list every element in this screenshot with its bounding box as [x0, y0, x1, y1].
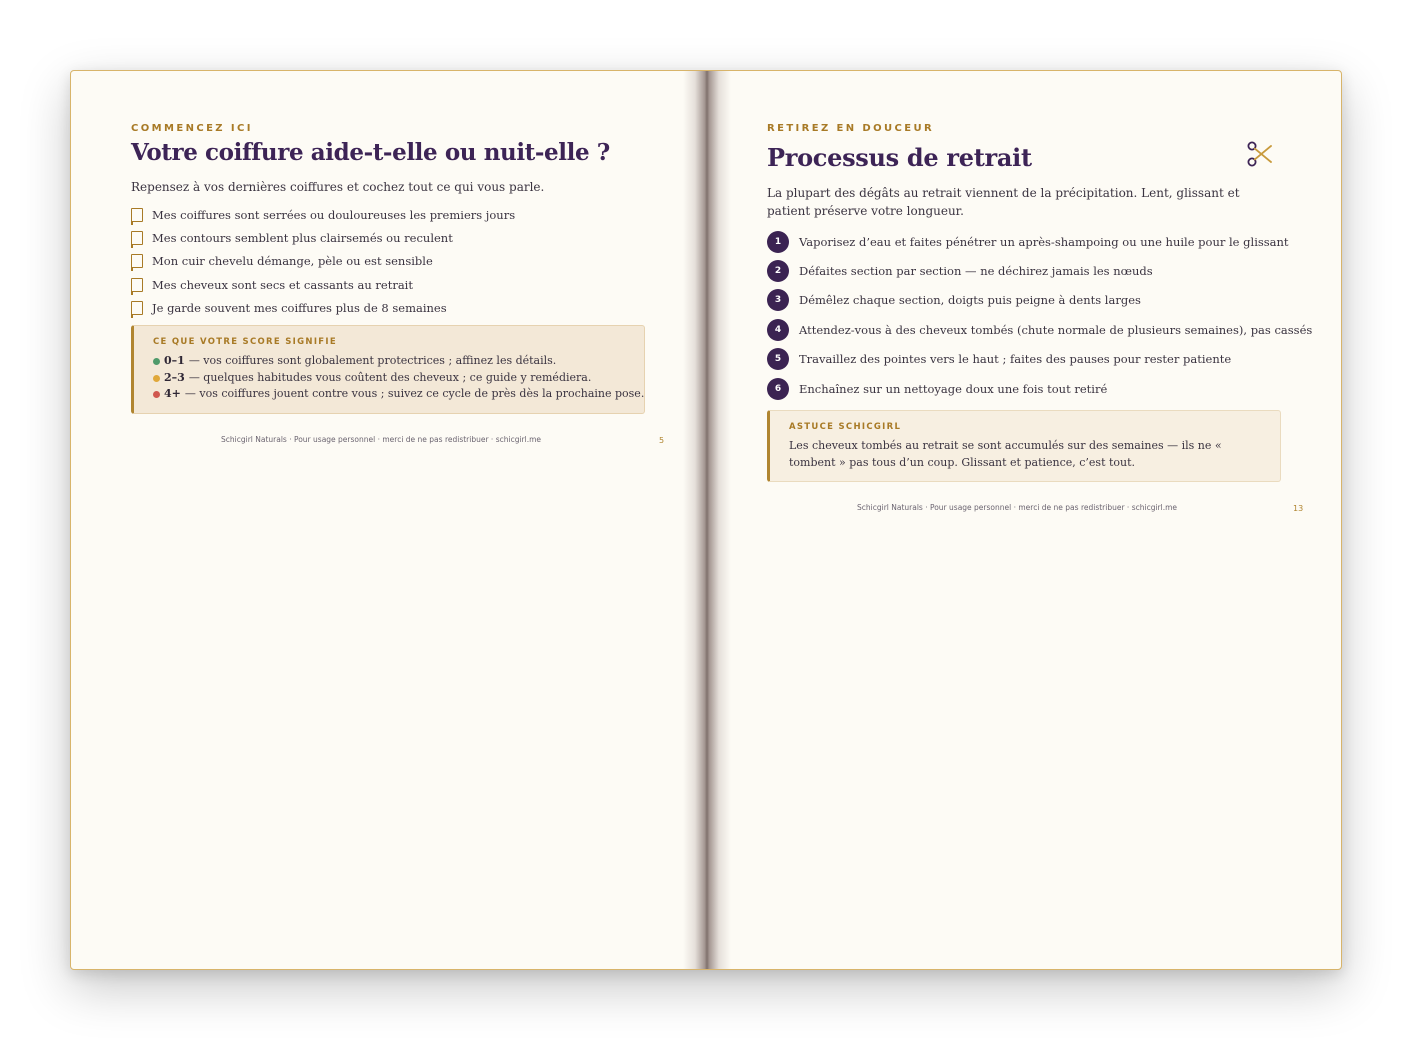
checklist-item[interactable] — [131, 203, 515, 226]
step-number-badge: 1 — [767, 231, 789, 253]
hairstyle-checklist — [131, 203, 515, 319]
book-spine — [683, 71, 731, 969]
left-eyebrow: COMMENCEZ ICI — [131, 123, 253, 134]
checklist-item[interactable] — [131, 250, 515, 273]
checklist-item[interactable] — [131, 273, 515, 296]
left-page — [131, 71, 667, 969]
scissors-icon — [1247, 141, 1273, 167]
left-page-title: Votre coiffure aide-t-elle ou nuit-elle ? — [131, 139, 610, 166]
step-number-badge: 4 — [767, 319, 789, 341]
checkbox-icon[interactable] — [131, 254, 143, 268]
step-number-badge: 2 — [767, 260, 789, 282]
score-row — [153, 386, 644, 403]
score-range: 4+ — [164, 387, 181, 401]
checkbox-icon[interactable] — [131, 278, 143, 292]
step-text: Défaites section par section — ne déchirez jamais les nœuds — [799, 264, 1153, 279]
checklist-item[interactable] — [131, 296, 515, 319]
checklist-item-label: Mon cuir chevelu démange, pèle ou est sensible — [152, 254, 433, 269]
left-intro-text: Repensez à vos dernières coiffures et cochez tout ce qui vous parle. — [131, 180, 545, 194]
score-row — [153, 353, 644, 370]
step-item — [767, 286, 1312, 315]
step-text: Attendez-vous à des cheveux tombés (chute normale de plusieurs semaines), pas cassés — [799, 322, 1313, 337]
score-range: 0–1 — [164, 354, 185, 367]
checklist-item-label: Mes contours semblent plus clairsemés ou reculent — [152, 230, 453, 245]
step-text: Vaporisez d’eau et faites pénétrer un après-shampoing ou une huile pour le glissant — [799, 234, 1289, 249]
right-eyebrow: RETIREZ EN DOUCEUR — [767, 123, 935, 134]
right-page — [767, 71, 1313, 969]
score-box-heading: CE QUE VOTRE SCORE SIGNIFIE — [153, 337, 337, 347]
step-item — [767, 374, 1312, 403]
right-page-number: 13 — [1293, 504, 1304, 513]
score-row — [153, 370, 644, 387]
step-item — [767, 256, 1312, 285]
left-page-number: 5 — [659, 436, 665, 445]
step-number-badge: 6 — [767, 378, 789, 400]
checklist-item[interactable] — [131, 226, 515, 249]
right-intro-text: La plupart des dégâts au retrait viennent de la précipitation. Lent, glissant et patient préserve votre longueur. — [767, 186, 1240, 218]
tip-box — [767, 410, 1281, 482]
tip-box-text: Les cheveux tombés au retrait se sont accumulés sur des semaines — ils ne « tombent » pas tous d’un coup. Glissant et patience, c’est tout. — [789, 439, 1222, 469]
open-booklet — [70, 70, 1342, 970]
score-meaning-box — [131, 325, 645, 414]
tip-box-heading: ASTUCE SCHICGIRL — [789, 422, 902, 432]
step-text: Démêlez chaque section, doigts puis peigne à dents larges — [799, 293, 1141, 308]
score-description: — vos coiffures sont globalement protectrices ; affinez les détails. — [188, 354, 557, 367]
step-number-badge: 3 — [767, 289, 789, 311]
step-number-badge: 5 — [767, 348, 789, 370]
removal-steps — [767, 227, 1312, 403]
left-footer: Schicgirl Naturals · Pour usage personnel · merci de ne pas redistribuer · schicgirl.me — [221, 435, 542, 444]
score-range: 2–3 — [164, 370, 185, 384]
yellow-dot-icon — [153, 375, 160, 382]
right-page-title: Processus de retrait — [767, 143, 1032, 172]
green-dot-icon — [153, 358, 160, 365]
checkbox-icon[interactable] — [131, 208, 143, 222]
checklist-item-label: Mes coiffures sont serrées ou douloureuses les premiers jours — [152, 207, 516, 222]
red-dot-icon — [153, 391, 160, 398]
step-item — [767, 227, 1312, 256]
checkbox-icon[interactable] — [131, 301, 143, 315]
right-footer: Schicgirl Naturals · Pour usage personnel · merci de ne pas redistribuer · schicgirl.me — [857, 503, 1178, 512]
step-item — [767, 315, 1312, 344]
step-item — [767, 345, 1312, 374]
score-description: — vos coiffures jouent contre vous ; suivez ce cycle de près dès la prochaine pose. — [184, 387, 645, 401]
step-text: Enchaînez sur un nettoyage doux une fois tout retiré — [799, 381, 1108, 396]
step-text: Travaillez des pointes vers le haut ; faites des pauses pour rester patiente — [799, 352, 1232, 367]
score-description: — quelques habitudes vous coûtent des cheveux ; ce guide y remédiera. — [188, 370, 592, 384]
checklist-item-label: Mes cheveux sont secs et cassants au retrait — [152, 277, 413, 292]
checklist-item-label: Je garde souvent mes coiffures plus de 8 semaines — [152, 300, 447, 315]
checkbox-icon[interactable] — [131, 231, 143, 245]
